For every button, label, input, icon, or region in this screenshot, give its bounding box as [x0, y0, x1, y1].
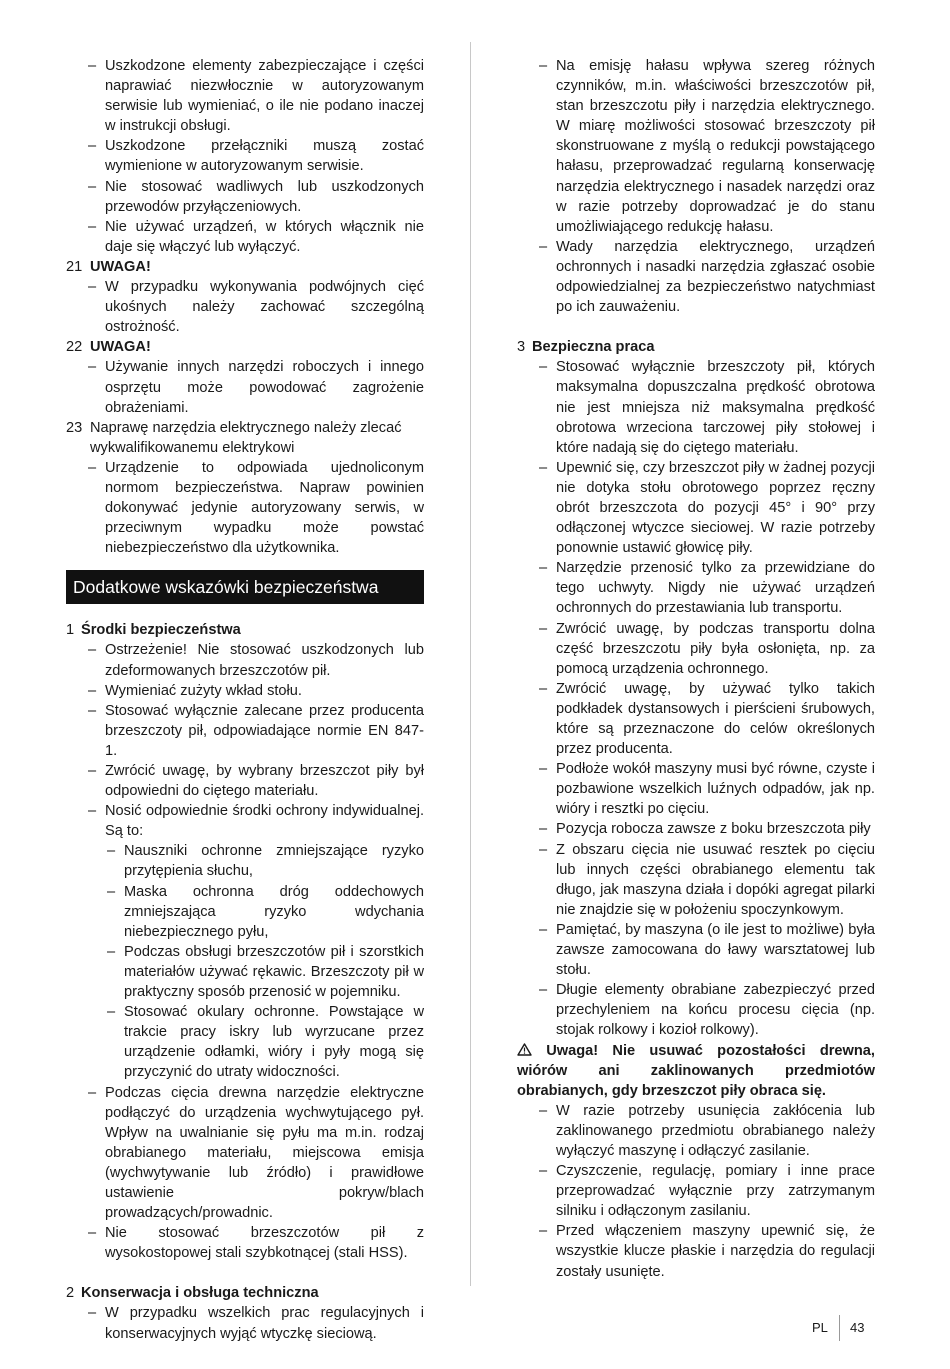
list-item: – Upewnić się, czy brzeszczot piły w żadnej pozycji nie dotyka stołu obrotowego poprzez ręczny obrót brzeszczota do pozycji 45° i 90° przy odłączonej wtyczce sieciowej. W razie potrzeby ponownie ustawić głowicę piły. [539, 459, 875, 557]
footer-language: PL [812, 1320, 828, 1335]
point-22: 22 UWAGA! [66, 339, 151, 356]
sub-list-item: – Nauszniki ochronne zmniejszające ryzyko przytępienia słuchu, [107, 843, 424, 880]
sub-list-item: – Podczas obsługi brzeszczotów pił i szorstkich materiałów używać rękawic. Brzeszczoty pił w praktyczny sposób przenosić w pojemniku. [107, 943, 424, 1001]
list-item: – W przypadku wykonywania podwójnych cięć ukośnych należy zachować szczególną ostrożność. [88, 279, 424, 336]
list-item: – Stosować wyłącznie zalecane przez producenta brzeszczoty pił, odpowiadające normie EN 847-1. [88, 702, 424, 759]
list-item: – Zwrócić uwagę, by podczas transportu dolna część brzeszczotu piły była osłonięta, np. za pomocą urządzenia ochronnego. [539, 620, 875, 677]
list-item: – Ostrzeżenie! Nie stosować uszkodzonych lub zdeformowanych brzeszczotów pił. [88, 642, 424, 679]
list-item: – Nie stosować brzeszczotów pił z wysokostopowej stali szybkotnącej (stali HSS). [88, 1225, 424, 1262]
sub-list-item: – Stosować okulary ochronne. Powstające w trakcie pracy iskry lub wyrzucane przez urządzenie odłamki, wióry i pyły mogą się przyczynić do utraty widoczności. [107, 1004, 424, 1081]
warning-triangle-icon [517, 1043, 546, 1059]
list-item: – Używanie innych narzędzi roboczych i innego osprzętu może powodować zagrożenie obrażeniami. [88, 359, 424, 416]
list-item: – Uszkodzone przełączniki muszą zostać wymienione w autoryzowanym serwisie. [88, 138, 424, 175]
point-21: 21 UWAGA! [66, 258, 151, 275]
section-heading: Dodatkowe wskazówki bezpieczeństwa [66, 570, 424, 604]
list-item: – Urządzenie to odpowiada ujednoliconym normom bezpieczeństwa. Napraw powinien dokonywać jedynie autoryzowany serwis, w przeciwnym wypadku może powstać niebezpieczeństwo dla użytkownika. [88, 459, 424, 557]
list-item: – Z obszaru cięcia nie usuwać resztek po cięciu lub innych części obrabianego elementu tak długo, jak maszyna działa i dopóki agregat pilarki nie znajdzie się w położeniu spoczynkowym. [539, 841, 875, 918]
footer-separator [839, 1315, 840, 1341]
left-column [66, 56, 424, 1344]
list-item: – Na emisję hałasu wpływa szereg różnych czynników, m.in. właściwości brzeszczotów pił, stan brzeszczotu piły i narzędzia elektrycznego. W miarę możliwości stosować brzeszczoty pił skonstruowane z myślą o redukcji powstającego hałasu, przeprowadzać regularną konserwację narzędzia elektrycznego i nasadek narzędzi oraz w razie potrzeby doprowadzać je do stanu umożliwiającego redukcję hałasu. [539, 58, 875, 235]
list-item: – Nie używać urządzeń, w których włącznik nie daje się włączyć lub wyłączyć. [88, 218, 424, 255]
list-item: – Podłoże wokół maszyny musi być równe, czyste i pozbawione wszelkich luźnych odpadów, jak np. wióry i resztki po cięciu. [539, 761, 875, 818]
list-item: – Przed włączeniem maszyny upewnić się, że wszystkie klucze płaskie i narzędzia do regulacji zostały usunięte. [539, 1223, 875, 1280]
list-item: – Pamiętać, by maszyna (o ile jest to możliwe) była zawsze zamocowana do ławy warsztatowej lub stołu. [539, 921, 875, 979]
point-23: 23 Naprawę narzędzia elektrycznego należy zlecać wykwalifikowanemu elektrykowi [66, 419, 402, 456]
section-2-title: 2 Konserwacja i obsługa techniczna [66, 1285, 319, 1302]
list-item: – Nosić odpowiednie środki ochrony indywidualnej. Są to: [88, 803, 424, 840]
list-item: – Czyszczenie, regulację, pomiary i inne prace przeprowadzać wyłącznie przy zatrzymanym silniku i odłączonym zasilaniu. [539, 1163, 875, 1220]
list-item: – Uszkodzone elementy zabezpieczające i części naprawiać niezwłocznie w autoryzowanym serwisie lub wymieniać, o ile nie podano inaczej w instrukcji obsługi. [88, 58, 424, 135]
list-item: – Zwrócić uwagę, by wybrany brzeszczot piły był odpowiedni do ciętego materiału. [88, 763, 424, 800]
list-item: – Nie stosować wadliwych lub uszkodzonych przewodów przyłączeniowych. [88, 178, 424, 215]
list-item: – Pozycja robocza zawsze z boku brzeszczota piły [539, 821, 871, 838]
list-item: – Wymieniać zużyty wkład stołu. [88, 682, 302, 699]
left-top-list [66, 56, 424, 257]
right-column [517, 56, 875, 1282]
list-item: – W razie potrzeby usunięcia zakłócenia lub zaklinowanego przedmiotu obrabianego należy wyłączyć maszynę i odłączyć zasilanie. [539, 1102, 875, 1159]
section-1-title: 1 Środki bezpieczeństwa [66, 622, 241, 639]
list-item: – Podczas cięcia drewna narzędzie elektryczne podłączyć do urządzenia wychwytującego pył. Wpływ na uwalnianie się pyłu ma m.in. rodzaj obrabianego materiału, miejscowa emisja (wychwytywanie lub źródło) i prawidłowe ustawienie pokryw/blach prowadzących/prowadnic. [88, 1084, 424, 1222]
list-item: – Stosować wyłącznie brzeszczoty pił, których maksymalna dopuszczalna prędkość obrotowa nie jest mniejsza niż maksymalna prędkość obrotowa wrzeciona tarczowej piły stołowej i które nadają się do ciętego materiału. [539, 359, 875, 456]
list-item: – Wady narzędzia elektrycznego, urządzeń ochronnych i nasadki narzędzia zgłaszać osobie odpowiedzialnej za bezpieczeństwo natychmiast po ich zauważeniu. [539, 238, 875, 316]
list-item: – W przypadku wszelkich prac regulacyjnych i konserwacyjnych wyjąć wtyczkę sieciową. [88, 1305, 424, 1342]
list-item: – Długie elementy obrabiane zabezpieczyć przed przechyleniem na końcu procesu cięcia (np. stojak rolkowy i kozioł rolkowy). [539, 982, 875, 1039]
page-number: 43 [850, 1320, 865, 1335]
warning-note: Uwaga! Nie usuwać pozostałości drewna, wiórów ani zaklinowanych przedmiotów obrabianych, gdy brzeszczot piły obraca się. [517, 1042, 875, 1099]
sub-list-item: – Maska ochronna dróg oddechowych zmniejszająca ryzyko wdychania niebezpiecznego pyłu, [107, 883, 424, 940]
list-item: – Narzędzie przenosić tylko za przewidziane do tego uchwyty. Nigdy nie używać urządzeń ochronnych do przestawiania lub transportu. [539, 560, 875, 617]
column-divider [470, 42, 471, 1286]
list-item: – Zwrócić uwagę, by używać tylko takich podkładek dystansowych i pierścieni śrubowych, które są przeznaczone do celów określonych przez producenta. [539, 680, 875, 758]
section-3-title: 3 Bezpieczna praca [517, 339, 655, 356]
